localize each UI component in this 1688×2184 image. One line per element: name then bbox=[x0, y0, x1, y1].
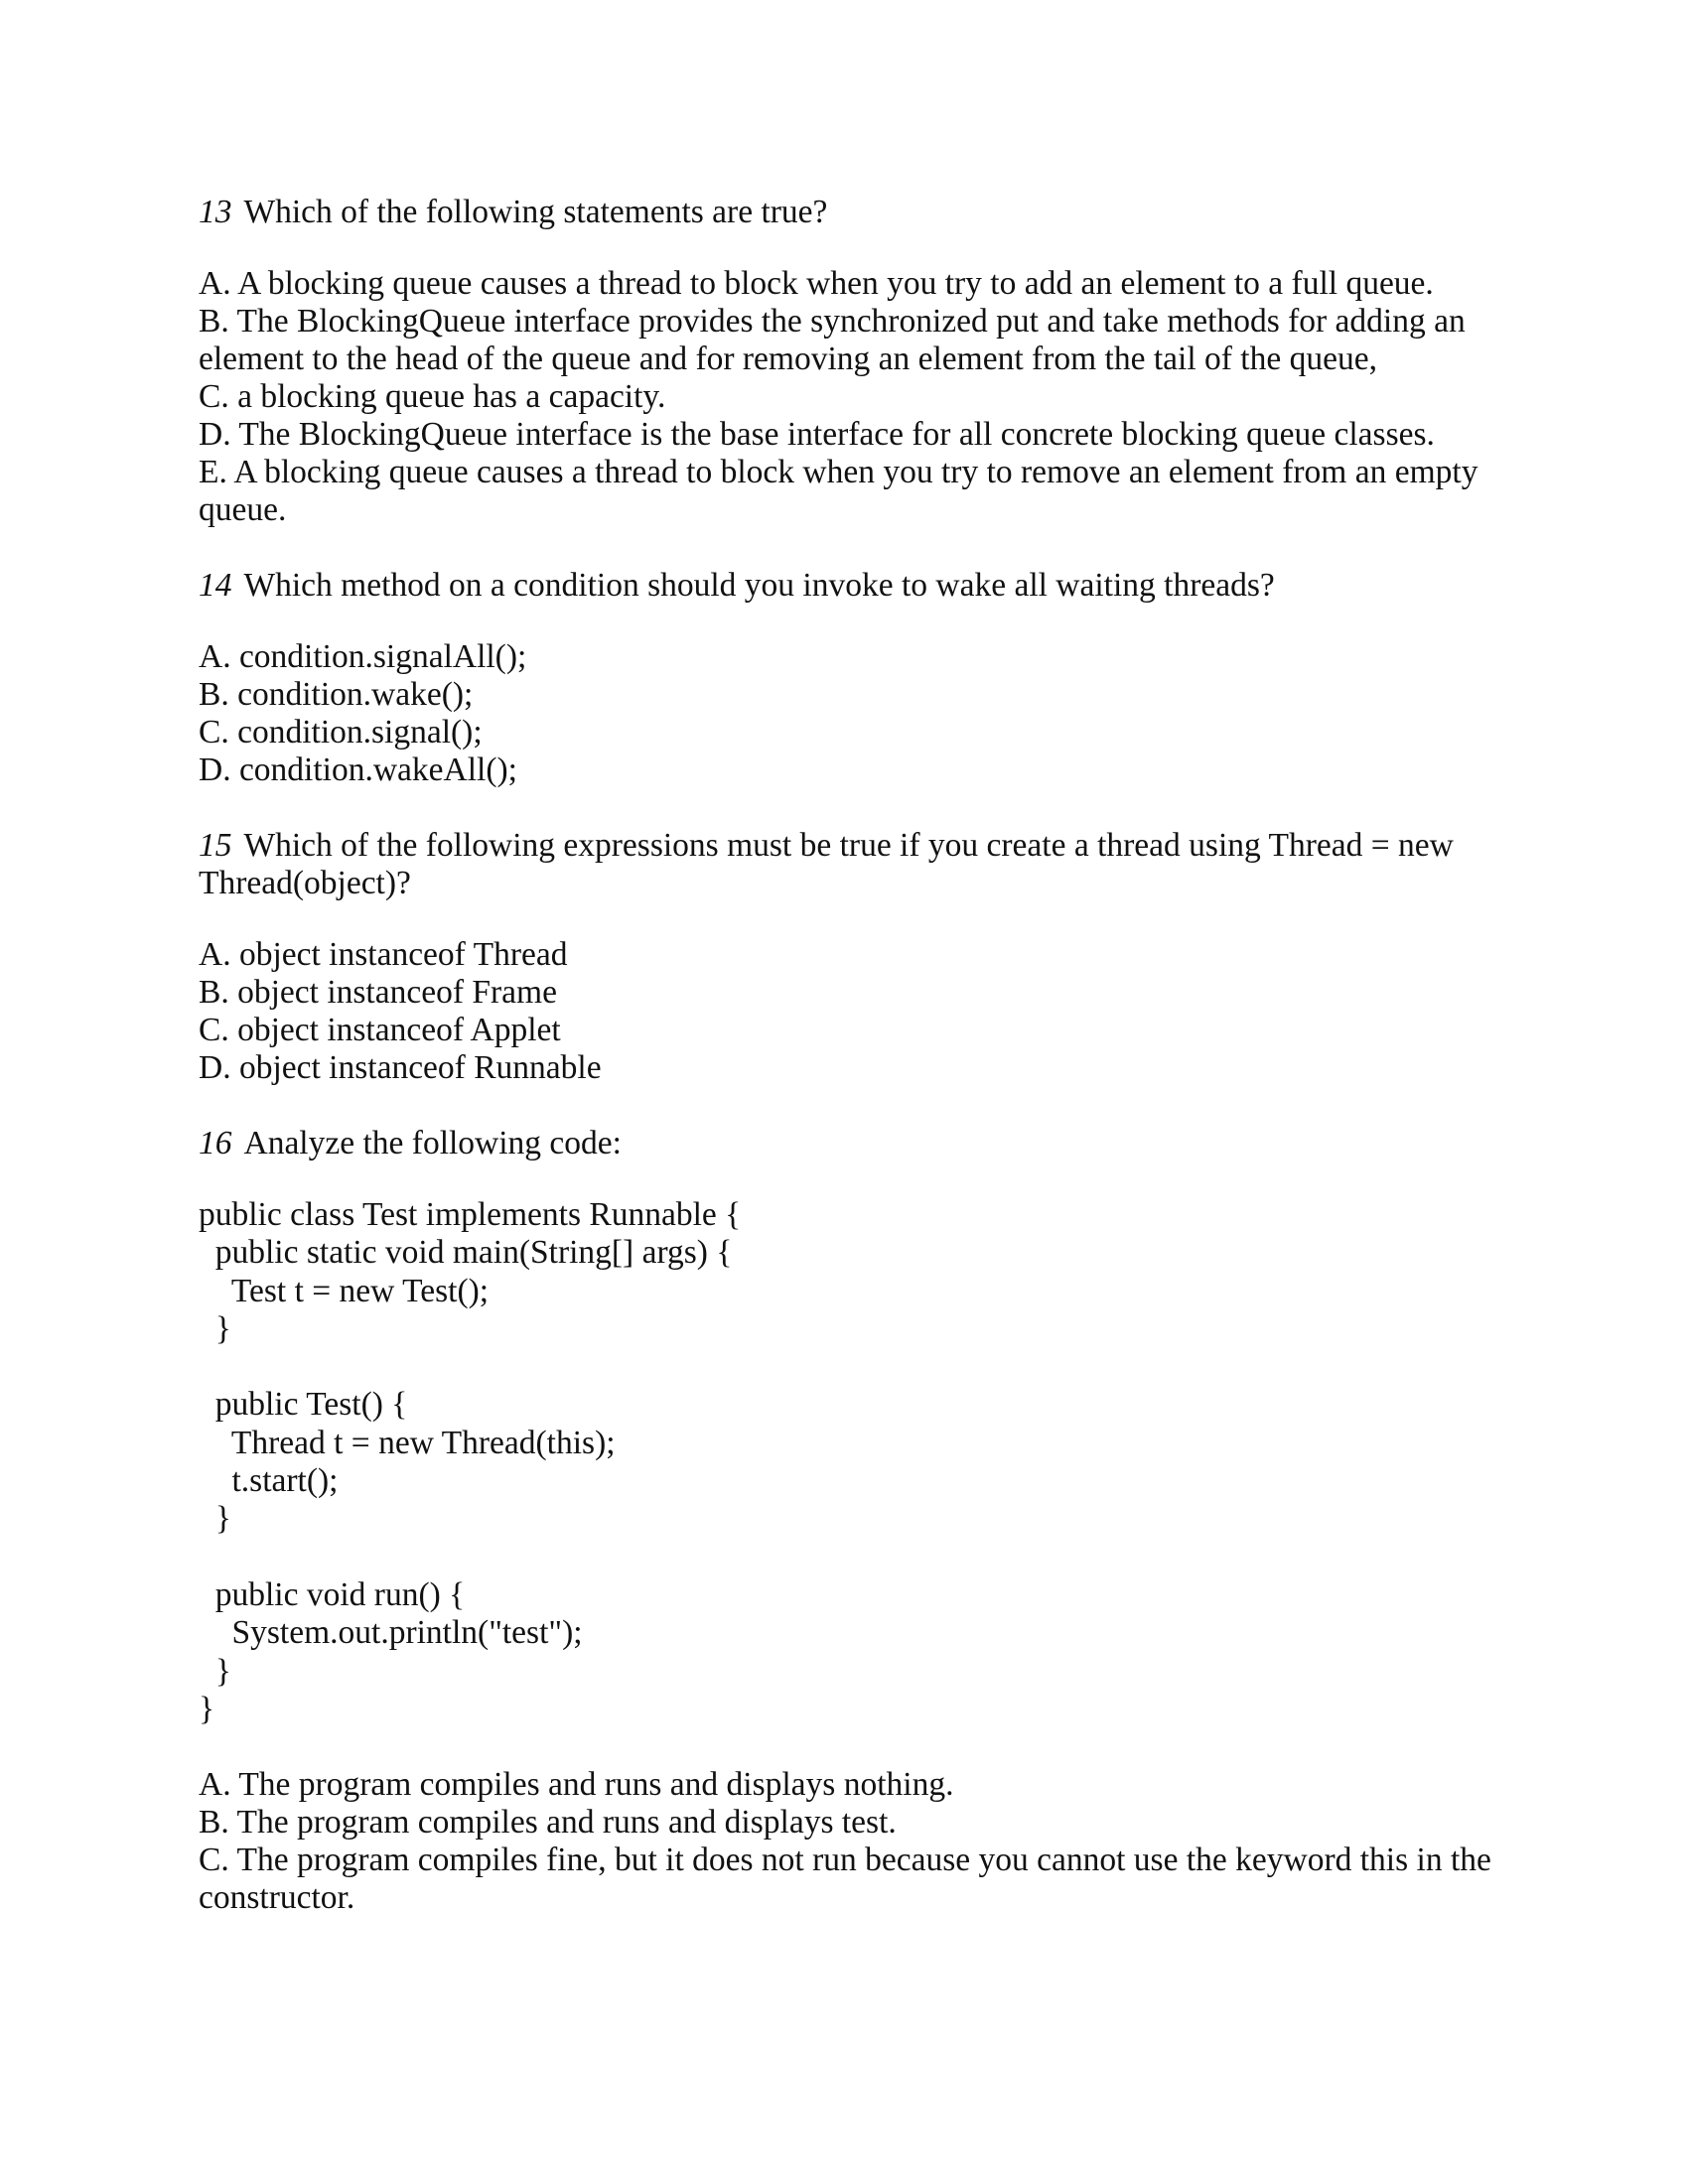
option-b: B. The program compiles and runs and displays test. bbox=[199, 1804, 897, 1842]
option-list bbox=[199, 936, 1509, 1087]
question-15 bbox=[199, 827, 1509, 1087]
question-header bbox=[199, 1125, 1509, 1162]
question-16 bbox=[199, 1125, 1509, 1917]
question-header bbox=[199, 827, 1509, 902]
option-d: D. The BlockingQueue interface is the base interface for all concrete blocking queue classes. bbox=[199, 416, 1435, 453]
option-e: E. A blocking queue causes a thread to block when you try to remove an element from an empty queue. bbox=[199, 454, 1478, 528]
option-a: A. object instanceof Thread bbox=[199, 936, 568, 973]
question-14 bbox=[199, 567, 1509, 789]
question-number: 13 bbox=[199, 194, 232, 230]
option-d: D. condition.wakeAll(); bbox=[199, 751, 517, 788]
option-b: B. condition.wake(); bbox=[199, 676, 474, 713]
option-b: B. The BlockingQueue interface provides the synchronized put and take methods for adding an element to the head of the queue and for removing an element from the tail of the queue, bbox=[199, 303, 1466, 377]
option-c: C. The program compiles fine, but it does not run because you cannot use the keyword this in the constructor. bbox=[199, 1842, 1491, 1917]
question-number: 14 bbox=[199, 567, 232, 604]
question-header bbox=[199, 567, 1509, 605]
question-text: Which of the following expressions must be true if you create a thread using Thread = new Thread(object)? bbox=[199, 827, 1454, 901]
option-list bbox=[199, 265, 1509, 529]
question-13 bbox=[199, 194, 1509, 529]
option-list bbox=[199, 1766, 1509, 1917]
document-page bbox=[199, 194, 1509, 1917]
option-d: D. object instanceof Runnable bbox=[199, 1049, 602, 1086]
option-b: B. object instanceof Frame bbox=[199, 974, 557, 1011]
option-c: C. a blocking queue has a capacity. bbox=[199, 378, 666, 415]
question-text: Analyze the following code: bbox=[243, 1125, 622, 1161]
question-text: Which of the following statements are true? bbox=[243, 194, 828, 230]
option-c: C. condition.signal(); bbox=[199, 714, 483, 751]
option-a: A. condition.signalAll(); bbox=[199, 638, 527, 675]
code-block: public class Test implements Runnable { public static void main(String[] args) { Test t = new Test(); } public Test() { Thread t = new Thread(this); t.start(); } public void run() { System.out.println("test"); } } bbox=[199, 1196, 742, 1727]
option-a: A. A blocking queue causes a thread to block when you try to add an element to a full queue. bbox=[199, 265, 1434, 302]
option-list bbox=[199, 638, 1509, 789]
question-header bbox=[199, 194, 1509, 231]
question-number: 15 bbox=[199, 827, 232, 864]
question-number: 16 bbox=[199, 1125, 232, 1161]
option-a: A. The program compiles and runs and displays nothing. bbox=[199, 1766, 954, 1804]
question-text: Which method on a condition should you invoke to wake all waiting threads? bbox=[243, 567, 1275, 604]
option-c: C. object instanceof Applet bbox=[199, 1012, 561, 1048]
